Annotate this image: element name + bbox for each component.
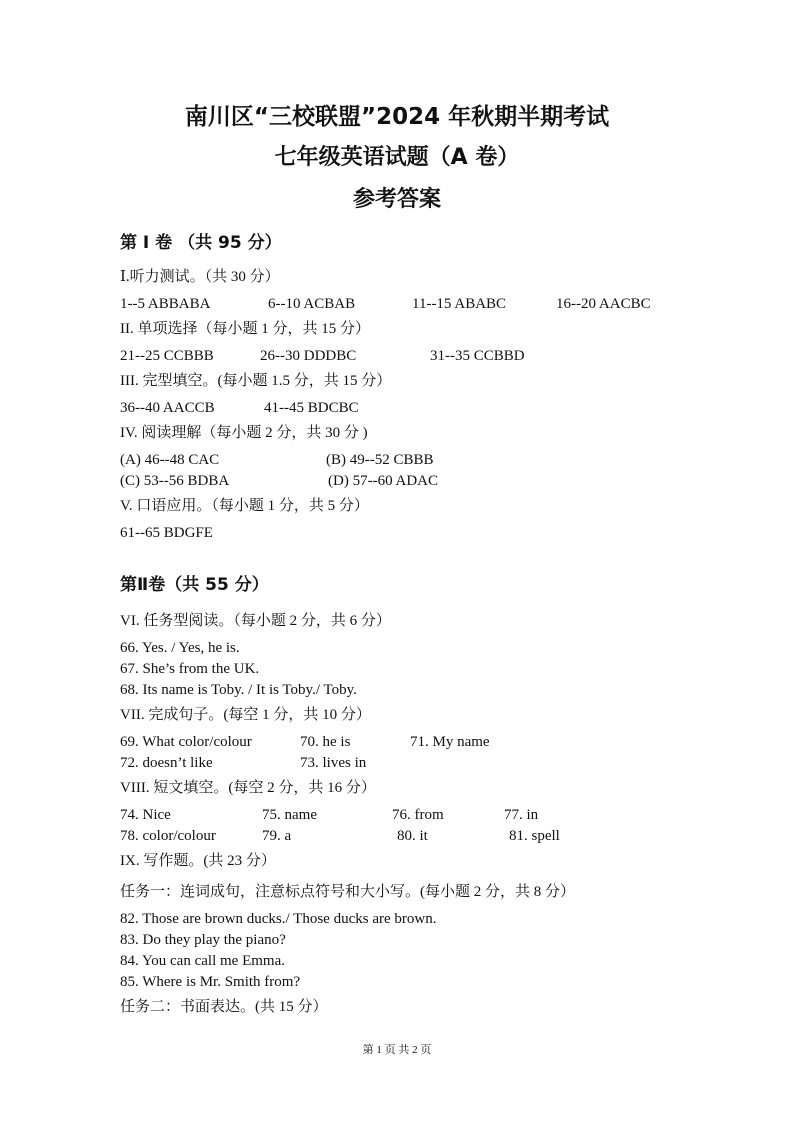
answer-11-15: 11--15 ABABC <box>412 296 507 312</box>
task-1-heading: 任务一：连词成句，注意标点符号和大小写。(每小题 2 分，共 8 分） <box>120 884 575 900</box>
answer-reading-b: (B) 49--52 CBBB <box>326 452 434 468</box>
answer-69: 69. What color/colour <box>120 734 252 750</box>
answer-76: 76. from <box>392 807 444 823</box>
answer-85: 85. Where is Mr. Smith from? <box>120 974 301 990</box>
section-4-heading: IV. 阅读理解（每小题 2 分，共 30 分 ) <box>120 425 368 441</box>
answer-1-5: 1--5 ABBABA <box>120 296 211 312</box>
answer-72: 72. doesn’t like <box>120 755 213 771</box>
answer-68: 68. Its name is Toby. / It is Toby./ Toby. <box>120 682 357 698</box>
answer-36-40: 36--40 AACCB <box>120 400 215 416</box>
answer-reading-c: (C) 53--56 BDBA <box>120 473 230 489</box>
volume-1-title: 第 I 卷 （共 95 分） <box>120 233 282 253</box>
answer-83: 83. Do they play the piano? <box>120 932 286 948</box>
answer-31-35: 31--35 CCBBD <box>430 348 525 364</box>
section-7-heading: VII. 完成句子。(每空 1 分，共 10 分） <box>120 707 371 723</box>
answer-26-30: 26--30 DDDBC <box>260 348 357 364</box>
answer-16-20: 16--20 AACBC <box>556 296 651 312</box>
answer-61-65: 61--65 BDGFE <box>120 525 213 541</box>
answer-70: 70. he is <box>300 734 351 750</box>
task-2-heading: 任务二：书面表达。(共 15 分） <box>120 999 328 1015</box>
answer-77: 77. in <box>504 807 539 823</box>
answer-66: 66. Yes. / Yes, he is. <box>120 640 240 656</box>
page-footer: 第 1 页 共 2 页 <box>362 1044 432 1056</box>
exam-title: 南川区“三校联盟”2024 年秋期半期考试 <box>184 104 610 130</box>
answer-79: 79. a <box>262 828 292 844</box>
section-1-heading: Ⅰ.听力测试。（共 30 分） <box>120 269 280 285</box>
volume-2-title: 第Ⅱ卷（共 55 分） <box>120 575 269 595</box>
answer-reading-a: (A) 46--48 CAC <box>120 452 220 468</box>
answer-74: 74. Nice <box>120 807 171 823</box>
answer-75: 75. name <box>262 807 317 823</box>
section-5-heading: V. 口语应用。（每小题 1 分，共 5 分） <box>120 498 369 514</box>
answer-84: 84. You can call me Emma. <box>120 953 285 969</box>
answer-67: 67. She’s from the UK. <box>120 661 260 677</box>
answer-80: 80. it <box>397 828 428 844</box>
section-3-heading: III. 完型填空。(每小题 1.5 分，共 15 分） <box>120 373 392 389</box>
section-8-heading: VIII. 短文填空。(每空 2 分，共 16 分） <box>120 780 376 796</box>
answer-41-45: 41--45 BDCBC <box>264 400 359 416</box>
answer-78: 78. color/colour <box>120 828 216 844</box>
exam-subtitle: 七年级英语试题（A 卷） <box>274 145 520 170</box>
section-6-heading: VI. 任务型阅读。（每小题 2 分，共 6 分） <box>120 613 391 629</box>
section-9-heading: IX. 写作题。(共 23 分） <box>120 853 276 869</box>
answer-81: 81. spell <box>509 828 560 844</box>
answer-reading-d: (D) 57--60 ADAC <box>328 473 438 489</box>
answer-73: 73. lives in <box>300 755 367 771</box>
section-2-heading: II. 单项选择（每小题 1 分，共 15 分） <box>120 321 370 337</box>
answer-71: 71. My name <box>410 734 490 750</box>
answer-6-10: 6--10 ACBAB <box>268 296 356 312</box>
answer-key-title: 参考答案 <box>352 187 441 212</box>
answer-21-25: 21--25 CCBBB <box>120 348 214 364</box>
answer-82: 82. Those are brown ducks./ Those ducks are brown. <box>120 911 437 927</box>
